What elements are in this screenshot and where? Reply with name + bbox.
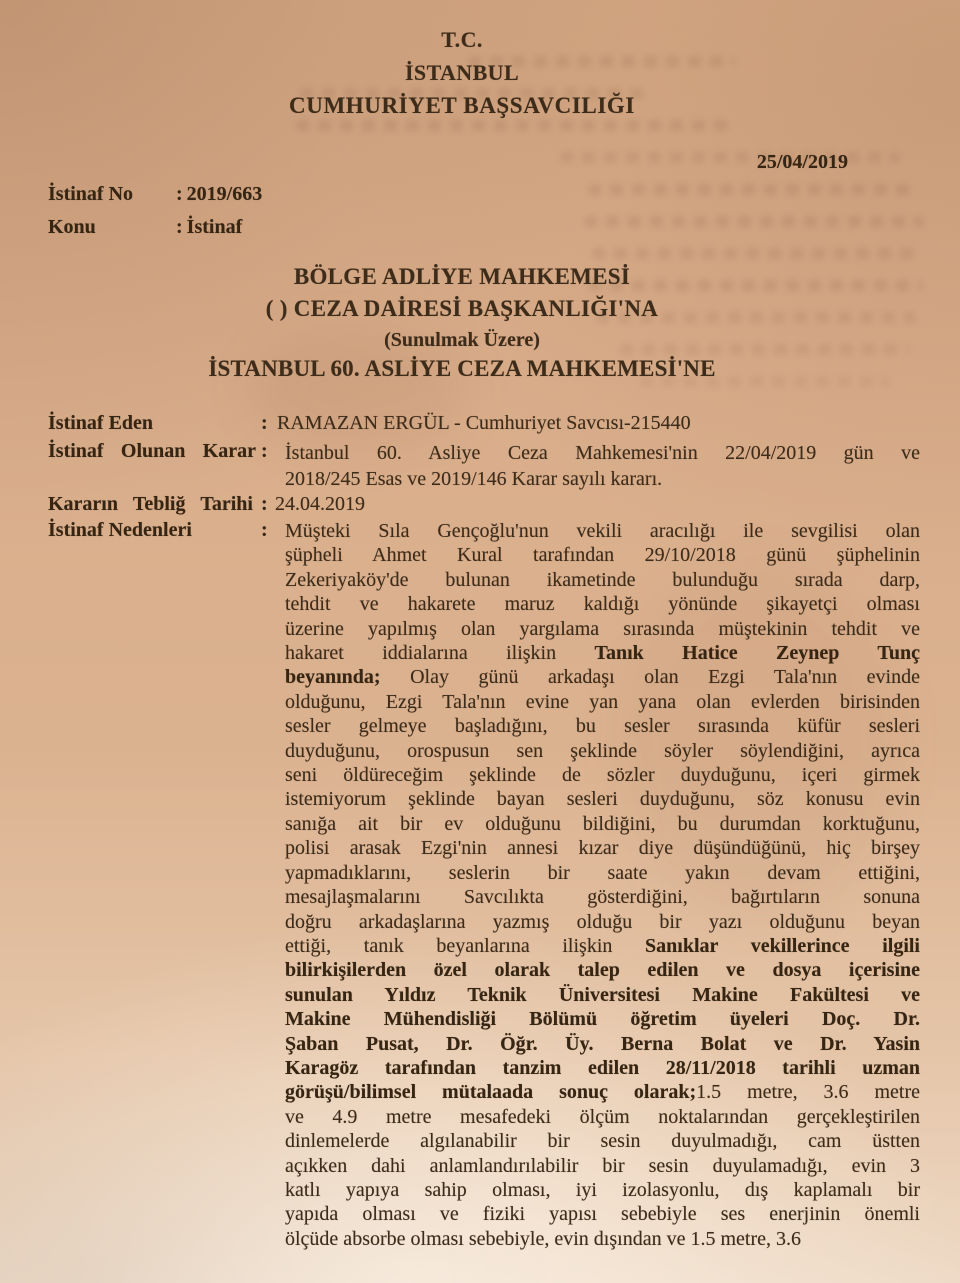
ref-label-istinaf-no: İstinaf No — [48, 183, 134, 205]
ref-value-konu — [176, 216, 242, 239]
colon-separator: : — [261, 412, 268, 434]
body-line: üzerine yapılmış olan yargılama sırasında müştekinin tehdit ve — [285, 617, 920, 640]
field-value-line: 2018/245 Esas ve 2019/146 Karar sayılı kararı. — [285, 468, 663, 490]
ref-value-istinaf-no — [176, 183, 262, 206]
colon-separator: : — [261, 519, 268, 541]
bleed-through-smudge — [588, 184, 918, 195]
colon-separator: : — [261, 493, 268, 515]
body-line: polisi arasak Ezgi'nin annesi kızar diye düşündüğünü, hiç birşey — [285, 837, 920, 860]
body-line: görüşü/bilimsel mütalaada sonuç olarak;1.5 metre, 3.6 metre — [285, 1081, 920, 1104]
body-line: mesajlaşmalarını Savcılıkta gösterdiğini, bağırtıların sonuna — [285, 886, 920, 909]
body-line: sesler gelmeye başladığını, bu sesler sırasında küfür sesleri — [285, 715, 920, 738]
letterhead-city: İSTANBUL — [404, 60, 520, 85]
field-label-istinaf-eden: İstinaf Eden — [48, 412, 154, 434]
field-value-line: İstanbul 60. Asliye Ceza Mahkemesi'nin 22/04/2019 gün ve — [285, 442, 920, 464]
body-line: ettiği, tanık beyanlarına ilişkin Sanıklar vekillerince ilgili — [285, 934, 920, 957]
body-line: tehdit ve hakarete maruz kaldığı yönünde şikayetçi olması — [285, 593, 920, 616]
body-line: Şaban Pusat, Dr. Öğr. Üy. Berna Bolat ve Dr. Yasin — [285, 1032, 920, 1055]
letterhead-office: CUMHURİYET BAŞSAVCILIĞI — [289, 93, 635, 118]
body-line: sunulan Yıldız Teknik Üniversitesi Makine Fakültesi ve — [285, 983, 920, 1006]
ref-value-text: İstinaf — [186, 216, 243, 238]
ref-label-konu: Konu — [48, 216, 96, 238]
ref-value-text: 2019/663 — [186, 183, 263, 205]
body-line: hakaret iddialarına ilişkin Tanık Hatice Zeynep Tunç — [285, 642, 920, 665]
addressee-submission: (Sunulmak Üzere) — [384, 329, 540, 351]
letterhead-tc: T.C. — [441, 27, 483, 52]
body-line: duyduğunu, orospusun sen şeklinde söyler söylendiğini, ayrıca — [285, 739, 920, 762]
body-line: beyanında; Olay günü arkadaşı olan Ezgi Tala'nın evinde — [285, 666, 920, 689]
addressee-court: BÖLGE ADLİYE MAHKEMESİ — [293, 264, 631, 289]
colon-separator: : — [176, 183, 183, 205]
body-line: şüpheli Ahmet Kural tarafından 29/10/2018 günü şüphelinin — [285, 544, 920, 567]
body-line: dinlemelerde algılanabilir bir sesin duyulmadığı, cam üstten — [285, 1130, 920, 1153]
bleed-through-smudge — [592, 248, 922, 259]
bleed-through-smudge — [296, 120, 736, 131]
body-line: Karagöz tarafından tanzim edilen 28/11/2018 tarihli uzman — [285, 1056, 920, 1079]
body-line: Makine Mühendisliği Bölümü öğretim üyeleri Doç. Dr. — [285, 1008, 920, 1031]
body-line: yapmadıklarını, seslerin bir saate yakın devam ettiğini, — [285, 861, 920, 884]
body-line: yapıda olması ve fiziki yapısı sebebiyle ses enerjinin önemli — [285, 1203, 920, 1226]
field-label-istinaf-olunan-karar: İstinaf Olunan Karar — [48, 440, 256, 462]
field-label-istinaf-nedenleri: İstinaf Nedenleri — [48, 519, 192, 541]
body-line: Müşteki Sıla Gençoğlu'nun vekili aracılığı ile sevgilisi olan — [285, 520, 920, 542]
addressee-trial-court: İSTANBUL 60. ASLİYE CEZA MAHKEMESİ'NE — [208, 356, 716, 381]
bleed-through-smudge — [584, 216, 924, 227]
body-line: istemiyorum şeklinde bayan sesleri duyduğunu, söz konusu evin — [285, 788, 920, 811]
body-line: bilirkişilerden özel olarak talep edilen ve dosya içerisine — [285, 959, 920, 982]
document-date: 25/04/2019 — [756, 151, 848, 173]
field-value-istinaf-olunan-karar — [285, 440, 920, 492]
colon-separator: : — [261, 440, 268, 462]
body-line: katlı yapıya sahip olması, iyi izolasyonlu, dış kaplamalı bir — [285, 1178, 920, 1201]
body-line: açıkken dahi anlamlandırılabilir bir sesin duyulamadığı, evin 3 — [285, 1154, 920, 1177]
body-line: Zekeriyaköy'de bulunan ikametinde bulunduğu sırada darp, — [285, 568, 920, 591]
body-line: doğru arkadaşlarına yazmış olduğu bir yazı olduğunu beyan — [285, 910, 920, 933]
addressee-chamber: ( ) CEZA DAİRESİ BAŞKANLIĞI'NA — [265, 296, 659, 321]
body-line: ölçüde absorbe olması sebebiyle, evin dışından ve 1.5 metre, 3.6 — [285, 1227, 801, 1250]
field-value-istinaf-eden: RAMAZAN ERGÜL - Cumhuriyet Savcısı-215440 — [277, 412, 691, 434]
body-line: sanığa ait bir ev olduğunu bildiğini, bu durumdan korktuğunu, — [285, 812, 920, 835]
field-value-kararin-teblig-tarihi: 24.04.2019 — [275, 493, 365, 515]
field-label-kararin-teblig-tarihi: Kararın Tebliğ Tarihi — [48, 493, 253, 515]
colon-separator: : — [176, 216, 183, 238]
body-line: seni öldüreceğim şeklinde de sözler duyduğunu, içeri girmek — [285, 764, 920, 787]
istinaf-nedenleri-text — [285, 519, 920, 1251]
body-line: ve 4.9 metre mesafedeki ölçüm noktalarından gerçekleştirilen — [285, 1105, 920, 1128]
bleed-through-smudge — [560, 152, 900, 163]
body-line: olduğunu, Ezgi Tala'nın evine yan yana olan evlerden birisinden — [285, 690, 920, 713]
